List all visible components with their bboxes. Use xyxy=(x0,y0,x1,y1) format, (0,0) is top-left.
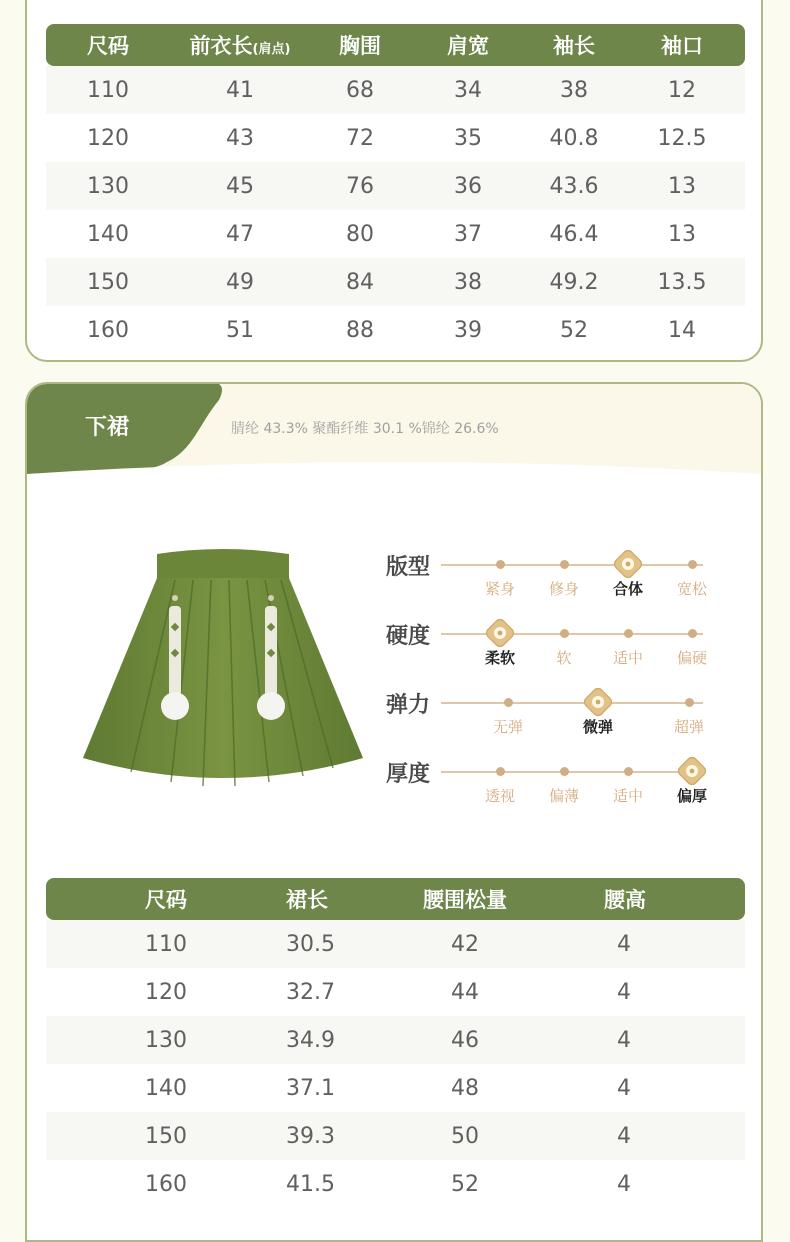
table-cell: 46 xyxy=(451,1027,479,1053)
table-cell: 12.5 xyxy=(657,125,707,151)
th-cuff: 袖口 xyxy=(661,34,703,58)
table-cell: 80 xyxy=(346,221,374,247)
table-cell: 47 xyxy=(226,221,254,247)
table-cell: 150 xyxy=(145,1123,187,1149)
rating-option: 无弹 xyxy=(492,718,523,736)
rating-label: 硬度 xyxy=(386,624,431,649)
rating-option: 宽松 xyxy=(676,580,707,598)
table-cell: 72 xyxy=(346,125,374,151)
table-cell: 130 xyxy=(87,173,129,199)
table-cell: 160 xyxy=(87,317,129,343)
th-front-length-note: (肩点) xyxy=(252,42,291,57)
table-cell: 110 xyxy=(87,77,129,103)
selected-marker-icon xyxy=(583,687,613,717)
table-cell: 40.8 xyxy=(549,125,599,151)
table-cell: 32.7 xyxy=(286,979,335,1005)
selected-marker-icon xyxy=(677,756,707,786)
table-cell: 30.5 xyxy=(286,931,335,957)
table-row xyxy=(46,1064,745,1112)
table-cell: 4 xyxy=(617,931,631,957)
table-cell: 39.3 xyxy=(286,1123,335,1149)
table-cell: 52 xyxy=(451,1171,479,1197)
table-row xyxy=(46,114,745,162)
rating-dot xyxy=(624,767,633,776)
table-cell: 4 xyxy=(617,1123,631,1149)
th-shoulder: 肩宽 xyxy=(447,34,489,58)
table-cell: 45 xyxy=(226,173,254,199)
table-cell: 41.5 xyxy=(286,1171,335,1197)
table-cell: 49.2 xyxy=(549,269,599,295)
rating-option: 适中 xyxy=(612,649,643,667)
table-cell: 37 xyxy=(454,221,482,247)
table-cell: 46.4 xyxy=(549,221,599,247)
table-row xyxy=(46,1160,745,1208)
table-cell: 35 xyxy=(454,125,482,151)
table-cell: 13 xyxy=(668,173,696,199)
table-row xyxy=(46,920,745,968)
table-cell: 88 xyxy=(346,317,374,343)
rating-option: 偏厚 xyxy=(676,787,707,805)
table-row xyxy=(46,1112,745,1160)
table-cell: 4 xyxy=(617,1171,631,1197)
table-cell: 41 xyxy=(226,77,254,103)
rating-option: 微弹 xyxy=(582,718,613,736)
th-chest: 胸围 xyxy=(339,34,381,58)
selected-marker-icon xyxy=(613,549,643,579)
rating-dot xyxy=(688,629,697,638)
rating-option: 合体 xyxy=(612,580,643,598)
rating-option: 软 xyxy=(556,649,572,667)
table-cell: 14 xyxy=(668,317,696,343)
rating-track xyxy=(441,702,703,704)
rating-dot xyxy=(560,629,569,638)
header-wave xyxy=(27,454,761,494)
table-cell: 48 xyxy=(451,1075,479,1101)
rating-track xyxy=(441,633,703,635)
th-front-length-label: 前衣长 xyxy=(189,34,253,58)
table-cell: 120 xyxy=(145,979,187,1005)
table-cell: 49 xyxy=(226,269,254,295)
th-skirt-size: 尺码 xyxy=(145,888,187,912)
table-cell: 13 xyxy=(668,221,696,247)
table-cell: 51 xyxy=(226,317,254,343)
table-cell: 160 xyxy=(145,1171,187,1197)
th-waist-ease: 腰围松量 xyxy=(423,888,507,912)
table-cell: 4 xyxy=(617,1027,631,1053)
table-row xyxy=(46,258,745,306)
table-cell: 13.5 xyxy=(657,269,707,295)
table-cell: 12 xyxy=(668,77,696,103)
table-cell: 42 xyxy=(451,931,479,957)
rating-option: 修身 xyxy=(548,580,579,598)
table-cell: 150 xyxy=(87,269,129,295)
table-cell: 34.9 xyxy=(286,1027,335,1053)
th-sleeve-length: 袖长 xyxy=(553,34,595,58)
table-cell: 76 xyxy=(346,173,374,199)
table-cell: 52 xyxy=(560,317,588,343)
table-row xyxy=(46,162,745,210)
table-cell: 130 xyxy=(145,1027,187,1053)
th-skirt-length: 裙长 xyxy=(286,888,328,912)
rating-dot xyxy=(496,560,505,569)
rating-option: 透视 xyxy=(484,787,515,805)
rating-track xyxy=(441,564,703,566)
table-cell: 68 xyxy=(346,77,374,103)
table-cell: 4 xyxy=(617,979,631,1005)
table-cell: 37.1 xyxy=(286,1075,335,1101)
skirt-table-header xyxy=(46,878,745,920)
rating-dot xyxy=(560,767,569,776)
th-waist-height: 腰高 xyxy=(604,888,646,912)
rating-scale xyxy=(386,546,716,606)
rating-dot xyxy=(624,629,633,638)
rating-track xyxy=(441,771,703,773)
table-cell: 38 xyxy=(454,269,482,295)
table-cell: 34 xyxy=(454,77,482,103)
rating-option: 偏薄 xyxy=(548,787,579,805)
table-row xyxy=(46,66,745,114)
table-cell: 140 xyxy=(87,221,129,247)
table-cell: 4 xyxy=(617,1075,631,1101)
rating-dot xyxy=(560,560,569,569)
table-row xyxy=(46,1016,745,1064)
rating-option: 偏硬 xyxy=(676,649,707,667)
table-row xyxy=(46,968,745,1016)
table-cell: 120 xyxy=(87,125,129,151)
table-cell: 140 xyxy=(145,1075,187,1101)
table-cell: 84 xyxy=(346,269,374,295)
section-title: 下裙 xyxy=(85,415,130,440)
rating-scale xyxy=(386,684,716,744)
rating-scale xyxy=(386,753,716,813)
rating-dot xyxy=(504,698,513,707)
material-composition: 腈纶 43.3% 聚酯纤维 30.1 %锦纶 26.6% xyxy=(231,421,499,437)
selected-marker-icon xyxy=(485,618,515,648)
table-cell: 44 xyxy=(451,979,479,1005)
table-cell: 110 xyxy=(145,931,187,957)
skirt-image xyxy=(79,546,369,796)
table-cell: 43.6 xyxy=(549,173,599,199)
th-size: 尺码 xyxy=(87,34,129,58)
table-cell: 36 xyxy=(454,173,482,199)
table-row xyxy=(46,306,745,354)
rating-dot xyxy=(688,560,697,569)
rating-option: 超弹 xyxy=(673,718,704,736)
top-table-header xyxy=(46,24,745,66)
rating-label: 厚度 xyxy=(386,762,431,787)
th-front-length xyxy=(170,30,310,60)
rating-label: 弹力 xyxy=(386,693,431,718)
rating-option: 紧身 xyxy=(484,580,515,598)
table-cell: 43 xyxy=(226,125,254,151)
table-cell: 38 xyxy=(560,77,588,103)
table-row xyxy=(46,210,745,258)
rating-option: 适中 xyxy=(612,787,643,805)
table-cell: 39 xyxy=(454,317,482,343)
rating-label: 版型 xyxy=(386,555,431,580)
rating-option: 柔软 xyxy=(484,649,515,667)
rating-dot xyxy=(496,767,505,776)
rating-scale xyxy=(386,615,716,675)
rating-dot xyxy=(685,698,694,707)
table-cell: 50 xyxy=(451,1123,479,1149)
